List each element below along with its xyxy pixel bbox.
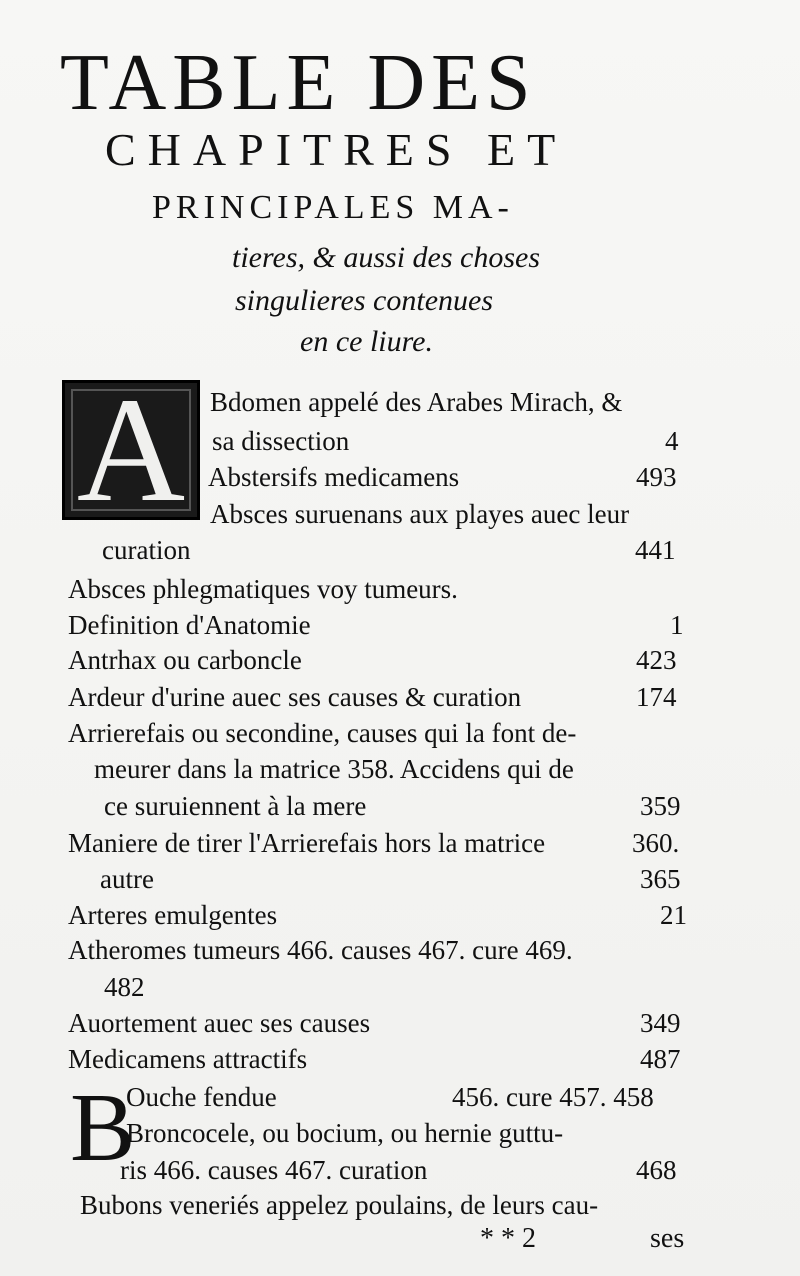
entry-text: Abstersifs medicamens [208, 462, 460, 492]
decorated-initial-a: A [62, 380, 200, 520]
entry-page: 468 [636, 1155, 677, 1185]
entry-text: Bubons veneriés appelez poulains, de leurs cau- [80, 1190, 599, 1220]
entry-page: 365 [640, 864, 681, 894]
entry-text: Auortement auec ses causes [68, 1008, 371, 1038]
entry-text: Antrhax ou carboncle [68, 645, 302, 675]
entry-text: Ardeur d'urine auec ses causes & curation [68, 682, 522, 712]
entry-text: ris 466. causes 467. curation [120, 1155, 428, 1185]
entry-page: 493 [636, 462, 677, 492]
title-line-2: CHAPITRES ET [105, 124, 568, 175]
entry-text: Arrierefais ou secondine, causes qui la font de- [68, 718, 577, 748]
entry-text: 482 [104, 972, 145, 1002]
entry-text: Ouche fendue [126, 1082, 277, 1112]
entry-text: Absces phlegmatiques voy tumeurs. [68, 574, 458, 604]
initial-b: B [70, 1074, 136, 1182]
entry-text: Definition d'Anatomie [68, 610, 311, 640]
entry-page: 359 [640, 791, 681, 821]
title-line-4: tieres, & aussi des choses [232, 241, 541, 274]
entry-page: 456. cure 457. 458 [452, 1082, 654, 1112]
entry-text: Atheromes tumeurs 466. causes 467. cure 469. [68, 935, 573, 965]
entry-page: 21 [660, 900, 687, 930]
entry-page: 4 [665, 426, 679, 456]
title-line-5: singulieres contenues [235, 284, 494, 317]
entry-text: sa dissection [212, 426, 350, 456]
title-line-3: PRINCIPALES MA- [152, 189, 514, 226]
entry-text: Broncocele, ou bocium, ou hernie guttu- [126, 1118, 564, 1148]
entry-page: 441 [635, 535, 676, 565]
entry-text: Absces suruenans aux playes auec leur [210, 499, 630, 529]
entry-page: 1 [670, 610, 684, 640]
entry-text: Maniere de tirer l'Arrierefais hors la matrice [68, 828, 546, 858]
entry-page: 349 [640, 1008, 681, 1038]
entry-page: 174 [636, 682, 677, 712]
entry-text: meurer dans la matrice 358. Accidens qui de [94, 754, 574, 784]
catchword: ses [650, 1223, 685, 1254]
entry-text: Arteres emulgentes [68, 900, 278, 930]
entry-text: curation [102, 535, 191, 565]
entry-page: 487 [640, 1044, 681, 1074]
title-line-6: en ce liure. [300, 325, 433, 358]
title-line-1: TABLE DES [60, 39, 537, 127]
entry-page: 423 [636, 645, 677, 675]
entry-text: autre [100, 864, 154, 894]
entry-text: Bdomen appelé des Arabes Mirach, & [210, 387, 623, 417]
entry-text: ce suruiennent à la mere [104, 791, 367, 821]
entry-page: 360. [632, 828, 680, 858]
entry-text: Medicamens attractifs [68, 1044, 308, 1074]
signature-mark: * * 2 [480, 1223, 536, 1254]
